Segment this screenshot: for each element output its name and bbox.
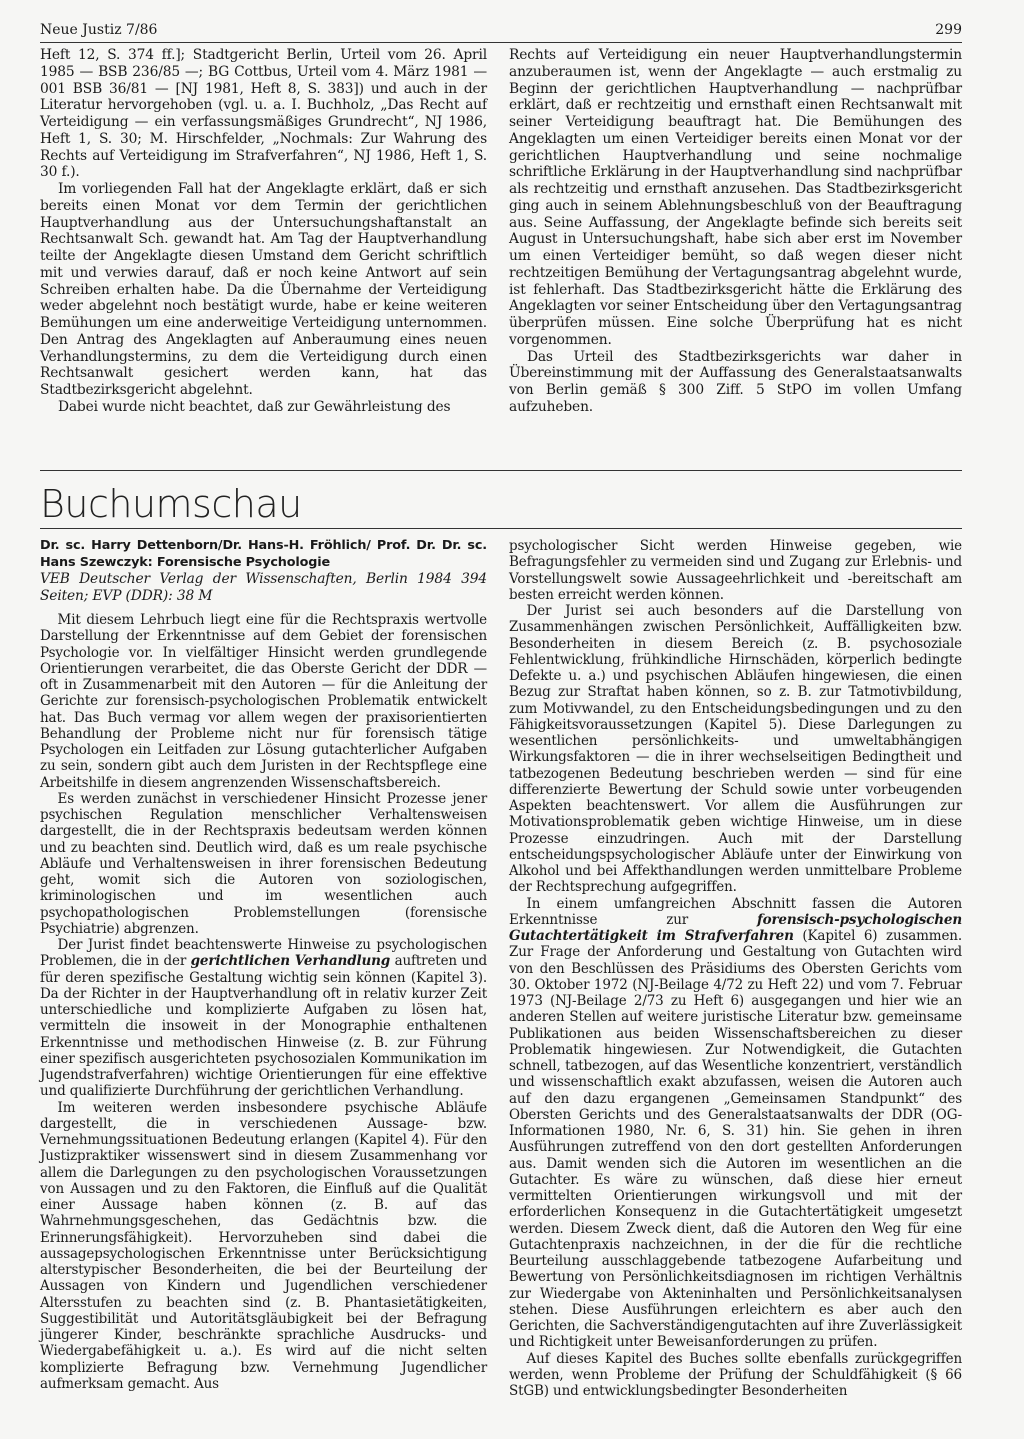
paragraph: Im weiteren werden insbesondere psychische Abläufe dargestellt, die in verschiedenen Aussage- bzw. Vernehmungssituationen Bedeutung erlangen (Kapitel 4). Für den Justizpraktiker wissenswert sind in diesem Zusammenhang vor allem die Darlegungen zu den psychologischen Voraussetzungen von Aussagen und zu den Faktoren, die Einfluß auf die Qualität einer Aussage haben können (z. B. auf das Wahrnehmungsgeschehen, das Gedächtnis bzw. die Erinnerungsfähigkeit). Hervorzuheben sind dabei die aussagepsychologischen Erkenntnisse unter Berücksichtigung alterstypischer Besonderheiten, die bei der Beurteilung der Aussagen von Kindern und Jugendlichen verschiedener Altersstufen zu beachten sind (z. B. Phantasietätigkeiten, Suggestibilität und Autoritätsgläubigkeit bei der Befragung jüngerer Kinder, beschränkte sprachliche Ausdrucks- und Wiedergabefähigkeit u. a.). Es wird auf die nicht selten komplizierte Befragung bzw. Vernehmung Jugendlicher aufmerksam gemacht. Aus — [40, 1099, 487, 1392]
section-title: Buchumschau — [40, 482, 302, 526]
paragraph — [40, 937, 487, 1100]
book-authors-title: Dr. sc. Harry Dettenborn/Dr. Hans-H. Fröhlich/ Prof. Dr. Dr. sc. Hans Szewczyk: Forensische Psychologie — [40, 538, 487, 570]
book-publisher: VEB Deutscher Verlag der Wissenschaften, Berlin 1984 394 Seiten; EVP (DDR): 38 M — [40, 571, 487, 604]
text-run: (Kapitel 6) zusammen. Zur Frage der Anforderung und Gestaltung von Gutachten wird von den Beschlüssen des Präsidiums des Obersten Gerichts vom 30. Oktober 1972 (NJ-Beilage 4/72 zu Heft 22) und vom 7. Februar 1973 (NJ-Beilage 2/73 zu Heft 6) ausgegangen und hier wie an anderen Stellen auf weitere juristische Literatur bzw. gemeinsame Publikationen aus beiden Wissenschaftsbereichen zu dieser Problematik hingewiesen. Zur Notwendigkeit, die Gutachten schnell, tatbezogen, auf das Wesentliche konzentriert, verständlich und wissenschaftlich exakt abzufassen, weisen die Autoren auch auf den dazu ergangenen „Gemeinsamen Standpunkt“ des Obersten Gerichts und des Generalstaatsanwalts der DDR (OG-Informationen 1980, Nr. 6, S. 31) hin. Sie gehen in ihren Ausführungen zutreffend von den dort gestellten Anforderungen aus. Damit wenden sich die Autoren im wesentlichen an die Gutachter. Es wäre zu wünschen, daß diese hier erneut vermittelten Orientierungen wirkungsvoll und mit der erforderlichen Konsequenz in die Gutachtertätigkeit umgesetzt werden. Diesem Zweck dient, daß die Autoren den Weg für eine Gutachtenpraxis nachzeichnen, in der die für die rechtliche Beurteilung ausschlaggebende tatbezogene Aufarbeitung und Bewertung von Persönlichkeitsdiagnosen im richtigen Verhältnis zur Wiedergabe von Akteninhalten und Persönlichkeitsanalysen stehen. Diese Ausführungen erleichtern es aber auch den Gerichten, die Sachverständigengutachten auf ihre Zuverlässigkeit und Richtigkeit unter Beweisanforderungen zu prüfen. — [509, 928, 962, 1351]
journal-issue: Neue Justiz 7/86 — [40, 22, 158, 38]
running-header — [40, 12, 962, 43]
emphasis: gerichtlichen Verhandlung — [190, 953, 391, 970]
paragraph: Rechts auf Verteidigung ein neuer Hauptverhandlungstermin anzuberaumen ist, wenn der Angeklagte — auch erstmalig zu Beginn der gerichtlichen Hauptverhandlung — nachprüfbar erklärt, daß er rechtzeitig und ernsthaft einen Rechtsanwalt mit seiner Verteidigung beauftragt hat. Die Bemühungen des Angeklagten um einen Verteidiger bereits einen Monat vor der gerichtlichen Hauptverhandlung und seine nochmalige schriftliche Erklärung in der Hauptverhandlung sind nachprüfbar als rechtzeitig und ernsthaft anzusehen. Das Stadtbezirksgericht ging auch in seinem Ablehnungsbeschluß von der Beauftragung aus. Seine Auffassung, der Angeklagte befinde sich bereits seit August in Untersuchungshaft, habe sich aber erst im November um einen Verteidiger bemüht, so daß wegen dieser nicht rechtzeitigen Bemühung der Vertagungsantrag abgelehnt wurde, ist fehlerhaft. Das Stadtbezirksgericht hätte die Erklärung des Angeklagten vor seiner Entscheidung über den Vertagungsantrag überprüfen müssen. Eine solche Überprüfung hat es nicht vorgenommen. — [509, 47, 962, 348]
paragraph: Es werden zunächst in verschiedener Hinsicht Prozesse jener psychischen Regulation menschlicher Verhaltensweisen dargestellt, die in der Rechtspraxis bedeutsam werden können und zu beachten sind. Deutlich wird, daß es um reale psychische Abläufe und Verhaltensweisen in ihrer forensischen Bedeutung geht, womit sich die Autoren von soziologischen, kriminologischen und im wesentlichen auch psychopathologischen Problemstellungen (forensische Psychiatrie) abgrenzen. — [40, 790, 487, 937]
upper-right-column — [509, 47, 962, 416]
page-number: 299 — [935, 22, 962, 38]
paragraph: Auf dieses Kapitel des Buches sollte ebenfalls zurückgegriffen werden, wenn Probleme der Prüfung der Schuldfähigkeit (§ 66 StGB) und entwicklungsbedingter Besonderheiten — [509, 1350, 962, 1399]
review-right-column — [509, 538, 962, 1399]
section-divider — [40, 470, 962, 471]
text-run: In einem umfangreichen Abschnitt fassen die Autoren Erkenntnisse zur — [509, 895, 962, 928]
paragraph: Das Urteil des Stadtbezirksgerichts war daher in Übereinstimmung mit der Auffassung des Generalstaatsanwalts von Berlin gemäß § 300 Ziff. 5 StPO im vollen Umfang aufzuheben. — [509, 348, 962, 415]
upper-left-column — [40, 47, 487, 416]
text-run: auftreten und für deren spezifische Gestaltung wichtig sein können (Kapitel 3). Da der Richter in der Hauptverhandlung oft in relativ kurzer Zeit unterschiedliche und komplizierte Aufgaben zu lösen hat, vermitteln die insoweit in der Monographie enthaltenen Erkenntnisse und methodischen Hinweise (z. B. zur Führung einer spezifisch ausgerichteten psychosozialen Kommunikation im Jugendstrafverfahren) wichtige Orientierungen für eine effektive und qualifizierte Durchführung der gerichtlichen Verhandlung. — [40, 953, 488, 1100]
paragraph: Der Jurist sei auch besonders auf die Darstellung von Zusammenhängen zwischen Persönlichkeit, Auffälligkeiten bzw. Besonderheiten in diesem Bereich (z. B. psychosoziale Fehlentwicklung, frühkindliche Hirnschäden, körperlich bedingte Defekte u. a.) und psychischen Abläufen hingewiesen, die einen Bezug zur Straftat haben können, so z. B. zur Tatmotivbildung, zum Motivwandel, zu den Entscheidungsbedingungen und zu den Fähigkeitsvoraussetzungen (Kapitel 5). Diese Darlegungen zu wesentlichen persönlichkeits- und umweltabhängigen Wirkungsfaktoren — die in ihrer wechselseitigen Bedingtheit und tatbezogenen Bedeutung beschrieben werden — sind für eine differenzierte Bewertung der Schuld sowie unter vorbeugenden Aspekten beachtenswert. Vor allem die Ausführungen zur Motivationsproblematik geben wichtige Hinweise, um in diese Prozesse einzudringen. Auch mit der Darstellung entscheidungspsychologischer Abläufe unter der Einwirkung von Alkohol und bei Affekthandlungen werden unmittelbare Probleme der Rechtsprechung aufgegriffen. — [509, 603, 962, 896]
paragraph: Dabei wurde nicht beachtet, daß zur Gewährleistung des — [57, 398, 451, 415]
paragraph: Mit diesem Lehrbuch liegt eine für die Rechtspraxis wertvolle Darstellung der Erkenntnisse auf dem Gebiet der forensischen Psychologie vor. In vielfältiger Hinsicht werden grundlegende Orientierungen verarbeitet, die das Oberste Gericht der DDR — oft in Zusammenarbeit mit den Autoren — für die Anleitung der Gerichte zur forensisch-psychologischen Problematik entwickelt hat. Das Buch vermag vor allem wegen der praxisorientierten Behandlung der Probleme nicht nur für forensisch tätige Psychologen ein Leitfaden zur Lösung gutachterlicher Aufgaben zu sein, sondern gibt auch dem Juristen in der Rechtspflege eine Arbeitshilfe in diesem angrenzenden Wissenschaftsbereich. — [40, 612, 487, 791]
paragraph: Im vorliegenden Fall hat der Angeklagte erklärt, daß er sich bereits einen Monat vor dem Termin der gerichtlichen Hauptverhandlung aus der Untersuchungshaftanstalt an Rechtsanwalt Sch. gewandt hat. Am Tag der Hauptverhandlung teilte der Angeklagte diesen Umstand dem Gericht schriftlich mit und verwies darauf, daß er noch keine Antwort auf sein Schreiben erhalten habe. Da die Übernahme der Verteidigung weder abgelehnt noch bestätigt wurde, habe er keine weiteren Bemühungen um eine anderweitige Verteidigung unternommen. Den Antrag des Angeklagten auf Anberaumung eines neuen Verhandlungstermins, zu dem die Verteidigung durch einen Rechtsanwalt gesichert werden kann, hat das Stadtbezirksgericht abgelehnt. — [40, 181, 487, 398]
book-citation — [40, 538, 487, 604]
review-left-column — [40, 538, 487, 1392]
paragraph — [509, 896, 962, 1351]
emphasis: forensisch-psychologischen Gutachtertätigkeit im Strafverfahren — [509, 911, 962, 944]
section-title-underline — [40, 528, 962, 529]
paragraph: psychologischer Sicht werden Hinweise gegeben, wie Befragungsfehler zu vermeiden sind und Zugang zur Erlebnis- und Vorstellungswelt sowie Aussageehrlichkeit und -bereitschaft am besten erreicht werden können. — [509, 538, 962, 603]
paragraph: Heft 12, S. 374 ff.]; Stadtgericht Berlin, Urteil vom 26. April 1985 — BSB 236/85 —; BG Cottbus, Urteil vom 4. März 1981 — 001 BSB 36/81 — [NJ 1981, Heft 8, S. 383]) und auch in der Literatur hervorgehoben (vgl. u. a. I. Buchholz, „Das Recht auf Verteidigung — ein verfassungsmäßiges Grundrecht“, NJ 1986, Heft 1, S. 30; M. Hirschfelder, „Nochmals: Zur Wahrung des Rechts auf Verteidigung im Strafverfahren“, NJ 1986, Heft 1, S. 30 f.). — [40, 47, 487, 181]
text-run: Der Jurist findet beachtenswerte Hinweise zu psychologischen Problemen, die in der — [40, 937, 487, 970]
